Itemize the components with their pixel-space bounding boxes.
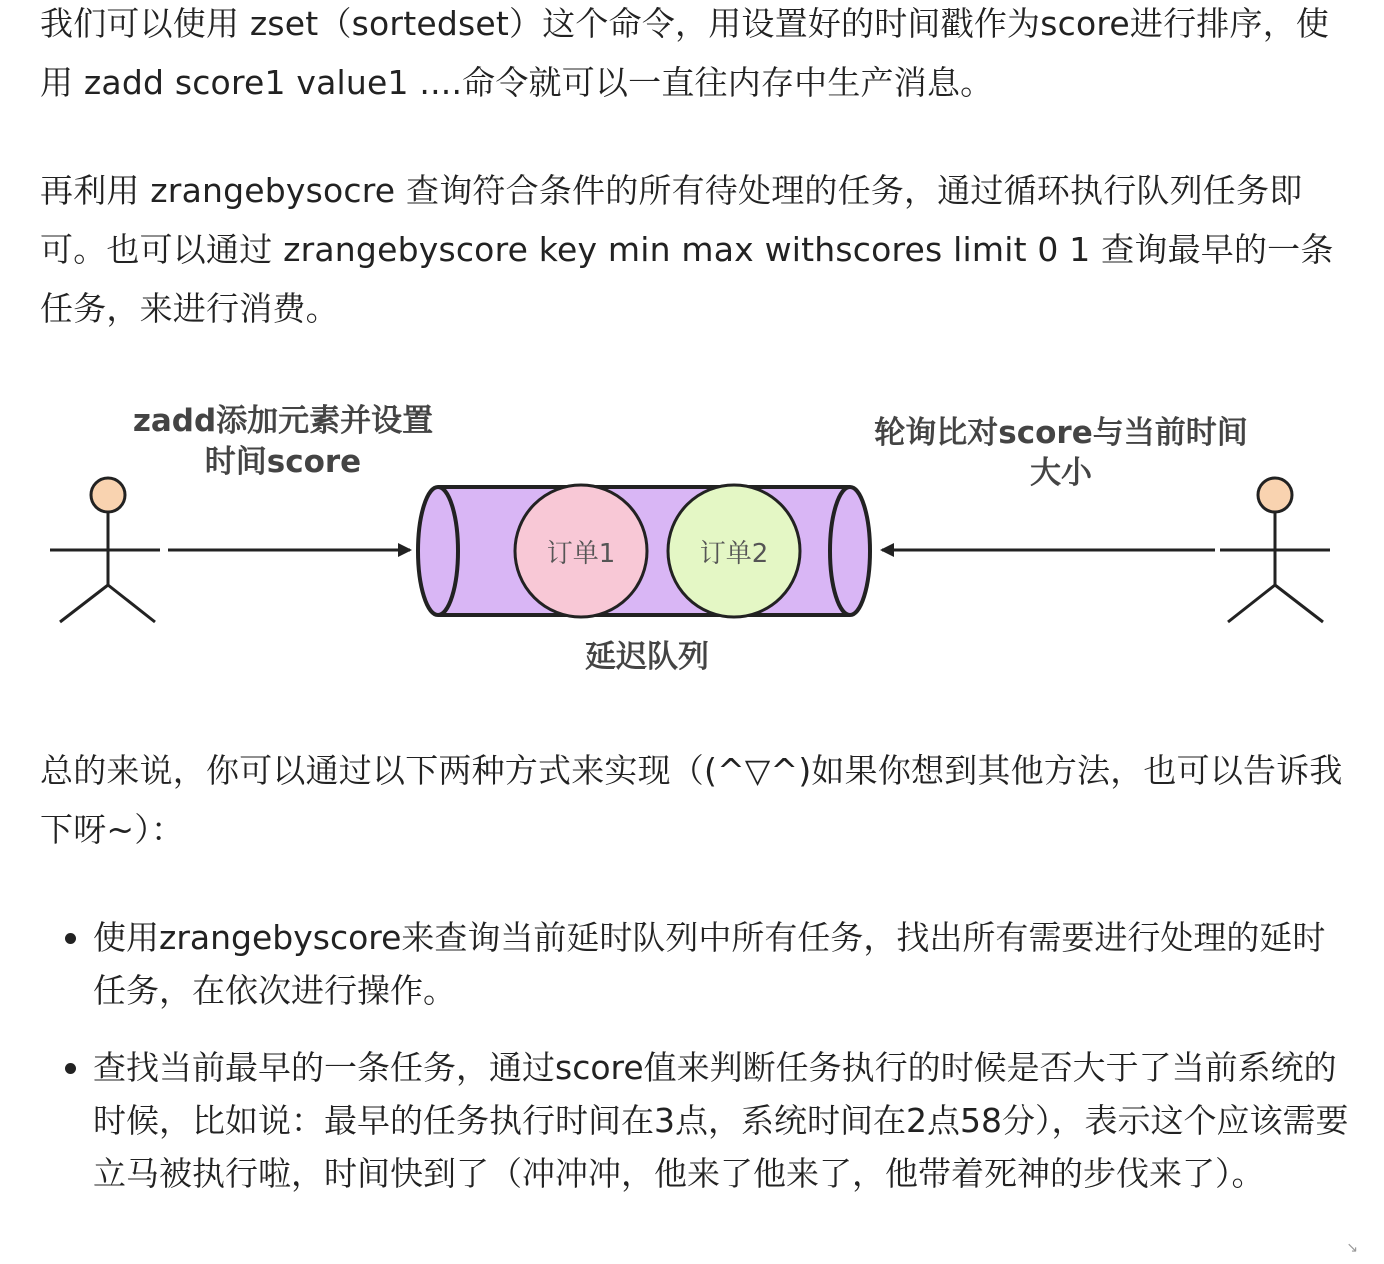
list-item	[93, 911, 1358, 1017]
paragraph-zset-intro: 我们可以使用 zset（sortedset）这个命令，用设置好的时间戳作为score进行排序，使用 zadd score1 value1 ....命令就可以一直往内存中生产消息。	[40, 4, 1330, 102]
paragraph-zrangebyscore: 再利用 zrangebysocre 查询符合条件的所有待处理的任务，通过循环执行队列任务即可。也可以通过 zrangebyscore key min max withscores limit 0 1 查询最早的一条任务，来进行消费。	[40, 171, 1334, 328]
bullet-dot-icon	[65, 933, 76, 944]
list-item	[93, 1041, 1358, 1200]
producer-actor-icon	[50, 478, 160, 622]
queue-label: 延迟队列	[585, 639, 709, 675]
order2-label: 订单2	[699, 539, 769, 569]
delay-queue-diagram	[40, 385, 1350, 695]
list-item-text: 使用zrangebyscore来查询当前延时队列中所有任务，找出所有需要进行处理的延时任务，在依次进行操作。	[93, 918, 1326, 1010]
consumer-label-line1: 轮询比对score与当前时间	[874, 415, 1248, 451]
bullet-dot-icon	[65, 1063, 76, 1074]
paragraph-summary: 总的来说，你可以通过以下两种方式来实现（(^▽^)如果你想到其他方法，也可以告诉我下呀~）：	[40, 751, 1343, 849]
consumer-actor-icon	[1220, 478, 1330, 622]
order1-label: 订单1	[546, 539, 616, 569]
list-item-text: 查找当前最早的一条任务，通过score值来判断任务执行的时候是否大于了当前系统的时候，比如说：最早的任务执行时间在3点，系统时间在2点58分），表示这个应该需要立马被执行啦，时间快到了（冲冲冲，他来了他来了，他带着死神的步伐来了）。	[93, 1048, 1349, 1193]
producer-label-line1: zadd添加元素并设置	[132, 403, 434, 439]
producer-label-line2: 时间score	[204, 444, 362, 480]
consumer-label-line2: 大小	[1030, 455, 1092, 491]
corner-resize-icon: ↘	[1346, 1240, 1358, 1256]
